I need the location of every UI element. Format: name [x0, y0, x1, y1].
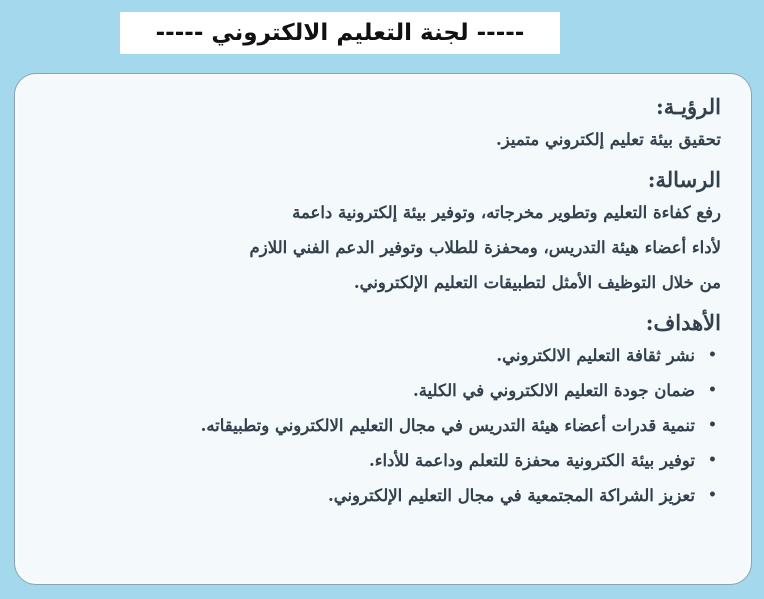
- goal-item: [41, 478, 721, 513]
- title-label: لجنة التعليم الالكتروني: [211, 20, 469, 46]
- bullet-icon: •: [708, 487, 717, 503]
- goals-heading: الأهداف:: [645, 310, 721, 335]
- vision-heading: الرؤيـة:: [656, 94, 721, 119]
- mission-line-3: من خلال التوظيف الأمثل لتطبيقات التعليم الإلكتروني.: [353, 273, 721, 292]
- title-dashes-right: -----: [476, 20, 525, 46]
- mission-line-1: رفع كفاءة التعليم وتطوير مخرجاته، وتوفير بيئة إلكترونية داعمة: [292, 203, 721, 222]
- goal-text: تنمية قدرات أعضاء هيئة التدريس في مجال التعليم الالكتروني وتطبيقاته.: [200, 416, 695, 435]
- content-card: [14, 73, 752, 585]
- content-body: [41, 92, 721, 513]
- goal-text: نشر ثقافة التعليم الالكتروني.: [496, 346, 695, 365]
- title-banner: [120, 12, 560, 54]
- bullet-icon: •: [708, 417, 717, 433]
- mission-heading: الرسالة:: [647, 167, 721, 192]
- goal-text: تعزيز الشراكة المجتمعية في مجال التعليم الإلكتروني.: [327, 486, 695, 505]
- goal-item: [41, 443, 721, 478]
- bullet-icon: •: [708, 347, 717, 363]
- goal-text: توفير بيئة الكترونية محفزة للتعلم وداعمة للأداء.: [368, 451, 695, 470]
- goal-item: [41, 408, 721, 443]
- goal-text: ضمان جودة التعليم الالكتروني في الكلية.: [412, 381, 695, 400]
- goal-item: [41, 338, 721, 373]
- page-title: [156, 20, 525, 46]
- title-dashes-left: -----: [155, 20, 204, 46]
- goals-list: [41, 338, 721, 513]
- bullet-icon: •: [708, 452, 717, 468]
- goal-item: [41, 373, 721, 408]
- bullet-icon: •: [708, 382, 717, 398]
- mission-line-2: لأداء أعضاء هيئة التدريس، ومحفزة للطلاب وتوفير الدعم الفني اللازم: [249, 238, 721, 257]
- vision-text: تحقيق بيئة تعليم إلكتروني متميز.: [496, 130, 721, 149]
